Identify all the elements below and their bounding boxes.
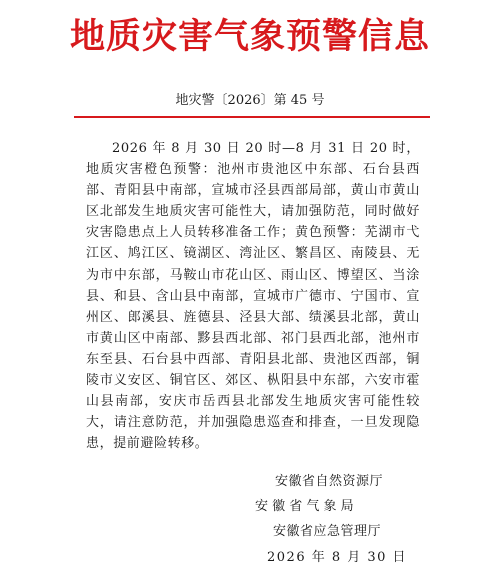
header-divider bbox=[74, 116, 430, 118]
signatory-natural-resources: 安徽省自然资源厅 bbox=[275, 474, 384, 489]
document-number: 地灾警〔2026〕第 45 号 bbox=[175, 93, 325, 108]
warning-body-text: 2026 年 8 月 30 日 20 时—8 月 31 日 20 时，地质灾害橙色预警：池州市贵池区中东部、石台县西部、青阳县中南部，宣城市泾县西部局部，黄山市黄山区北部发生地质灾害可能性大，请加强防范，同时做好灾害隐患点上人员转移准备工作；黄色预警：芜湖市弋江区、鸠江区、镜湖区、湾沚区、繁昌区、南陵县、无为市中东部，马鞍山市花山区、雨山区、博望区、当涂县、和县、含山县中南部，宣城市广德市、宁国市、宣州区、郎溪县、旌德县、泾县大部、绩溪县北部，黄山市黄山区中南部、黟县西北部、祁门县西北部，池州市东至县、石台县中西部、青阳县北部、贵池区西部，铜陵市义安区、铜官区、郊区、枞阳县中东部，六安市霍山县南部，安庆市岳西县北部发生地质灾害可能性较大，请注意防范，并加强隐患巡查和排查，一旦发现隐患，提前避险转移。 bbox=[86, 141, 420, 452]
signatory-emergency-management: 安徽省应急管理厅 bbox=[273, 524, 382, 539]
signatory-meteorological-bureau: 安 徽 省 气 象 局 bbox=[255, 499, 354, 514]
document-date: 2026 年 8 月 30 日 bbox=[267, 550, 408, 565]
document-title: 地质灾害气象预警信息 bbox=[69, 16, 430, 57]
